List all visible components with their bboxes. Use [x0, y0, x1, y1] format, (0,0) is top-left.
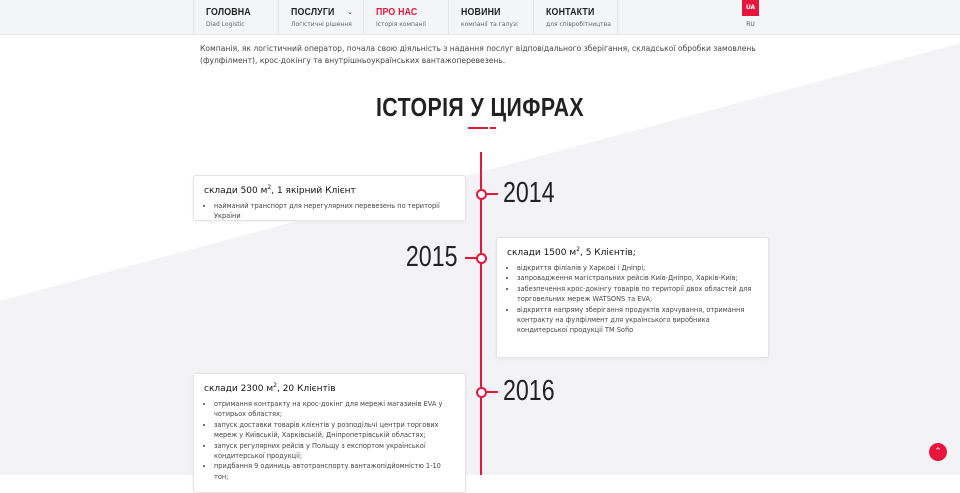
nav-item-news[interactable]	[448, 0, 533, 35]
timeline-tick	[486, 193, 498, 195]
nav-title: ПОСЛУГИ	[291, 7, 335, 18]
timeline-card-2014	[193, 175, 466, 221]
nav-item-home[interactable]	[193, 0, 278, 35]
list-item: • запровадження магістральних рейсів Київ-Дніпро, Харків-Київ;	[517, 273, 758, 283]
nav-title: ГОЛОВНА	[206, 7, 251, 18]
card-heading: склади 1500 $м^2$, 5 Клієнтів;	[507, 246, 636, 258]
nav-item-contacts[interactable]	[533, 0, 618, 35]
header	[0, 0, 960, 35]
title-underline	[468, 127, 488, 129]
nav-subtitle: компанії та галузі	[461, 21, 518, 28]
timeline-node	[476, 189, 487, 200]
nav-title: ПРО НАС	[376, 7, 418, 18]
timeline-line	[480, 152, 482, 475]
nav-item-services[interactable]	[278, 0, 363, 35]
year-label: 2016	[503, 375, 555, 407]
card-heading: склади 500 $м^2$, 1 якірний Клієнт	[204, 184, 356, 196]
list-item: • придбання 9 одиниць автотранспорту вантажопідйомністю 1-10 тон;	[214, 461, 455, 482]
scroll-to-top-button[interactable]	[929, 443, 947, 461]
nav-title: НОВИНИ	[461, 7, 501, 18]
nav-subtitle: Diad Logistic	[206, 21, 245, 28]
year-label: 2014	[503, 177, 555, 209]
timeline-card-2015	[496, 237, 769, 358]
chevron-down-icon[interactable]: ⌄	[347, 8, 353, 16]
chevron-up-icon: ⌃	[934, 447, 942, 457]
timeline-tick	[465, 257, 477, 259]
nav-subtitle: Логістичні рішення	[291, 21, 352, 28]
list-item: • відкриття філіалів у Харкові і Дніпрі;	[517, 263, 758, 273]
card-heading: склади 2300 $м^2$, 20 Клієнтів	[204, 382, 336, 394]
list-item: • забезпечення крос-докінгу товарів по території двох областей для торговельних мереж WATSONS та EVA;	[517, 284, 758, 305]
lang-ru-button[interactable]: RU	[746, 21, 755, 28]
section-title: ІСТОРІЯ У ЦИФРАХ	[375, 92, 585, 122]
nav-subtitle: Історія компанії	[376, 21, 426, 28]
timeline-card-2016	[193, 373, 466, 493]
list-item: • отримання контракту на крос-докінг для мережі магазинів EVA у чотирьох областях;	[214, 399, 455, 420]
list-item: • відкриття напряму зберігання продуктів харчування, отримання контракту на фулфілмент для українського виробника кондитерської продукції ТМ Sofio	[517, 305, 758, 336]
main-nav	[193, 0, 618, 35]
nav-subtitle: для співробітництва	[546, 21, 611, 28]
timeline-node	[476, 387, 487, 398]
list-item: • найманий транспорт для нерегулярних перевезень по території України	[214, 201, 455, 222]
lang-ua-button[interactable]: UA	[742, 0, 759, 16]
intro-text: Компанія, як логістичний оператор, почала свою діяльність з надання послуг відповідального зберігання, складської обробки замовлень (фулфілмент), крос-докінгу та внутрішньоукраїнських вантажоперевезень.	[200, 44, 756, 65]
list-item: • запуск доставки товарів клієнтів у розподільчі центри торгових мереж у Київській, Харківській, Дніпропетрівській областях;	[214, 420, 455, 441]
timeline-node	[476, 253, 487, 264]
nav-title: КОНТАКТИ	[546, 7, 595, 18]
nav-item-about[interactable]	[363, 0, 448, 35]
title-underline-accent	[490, 127, 496, 129]
timeline-tick	[486, 391, 498, 393]
list-item: • запуск регулярних рейсів у Польщу з експортом української кондитерської продукції;	[214, 441, 455, 462]
year-label: 2015	[406, 241, 458, 273]
